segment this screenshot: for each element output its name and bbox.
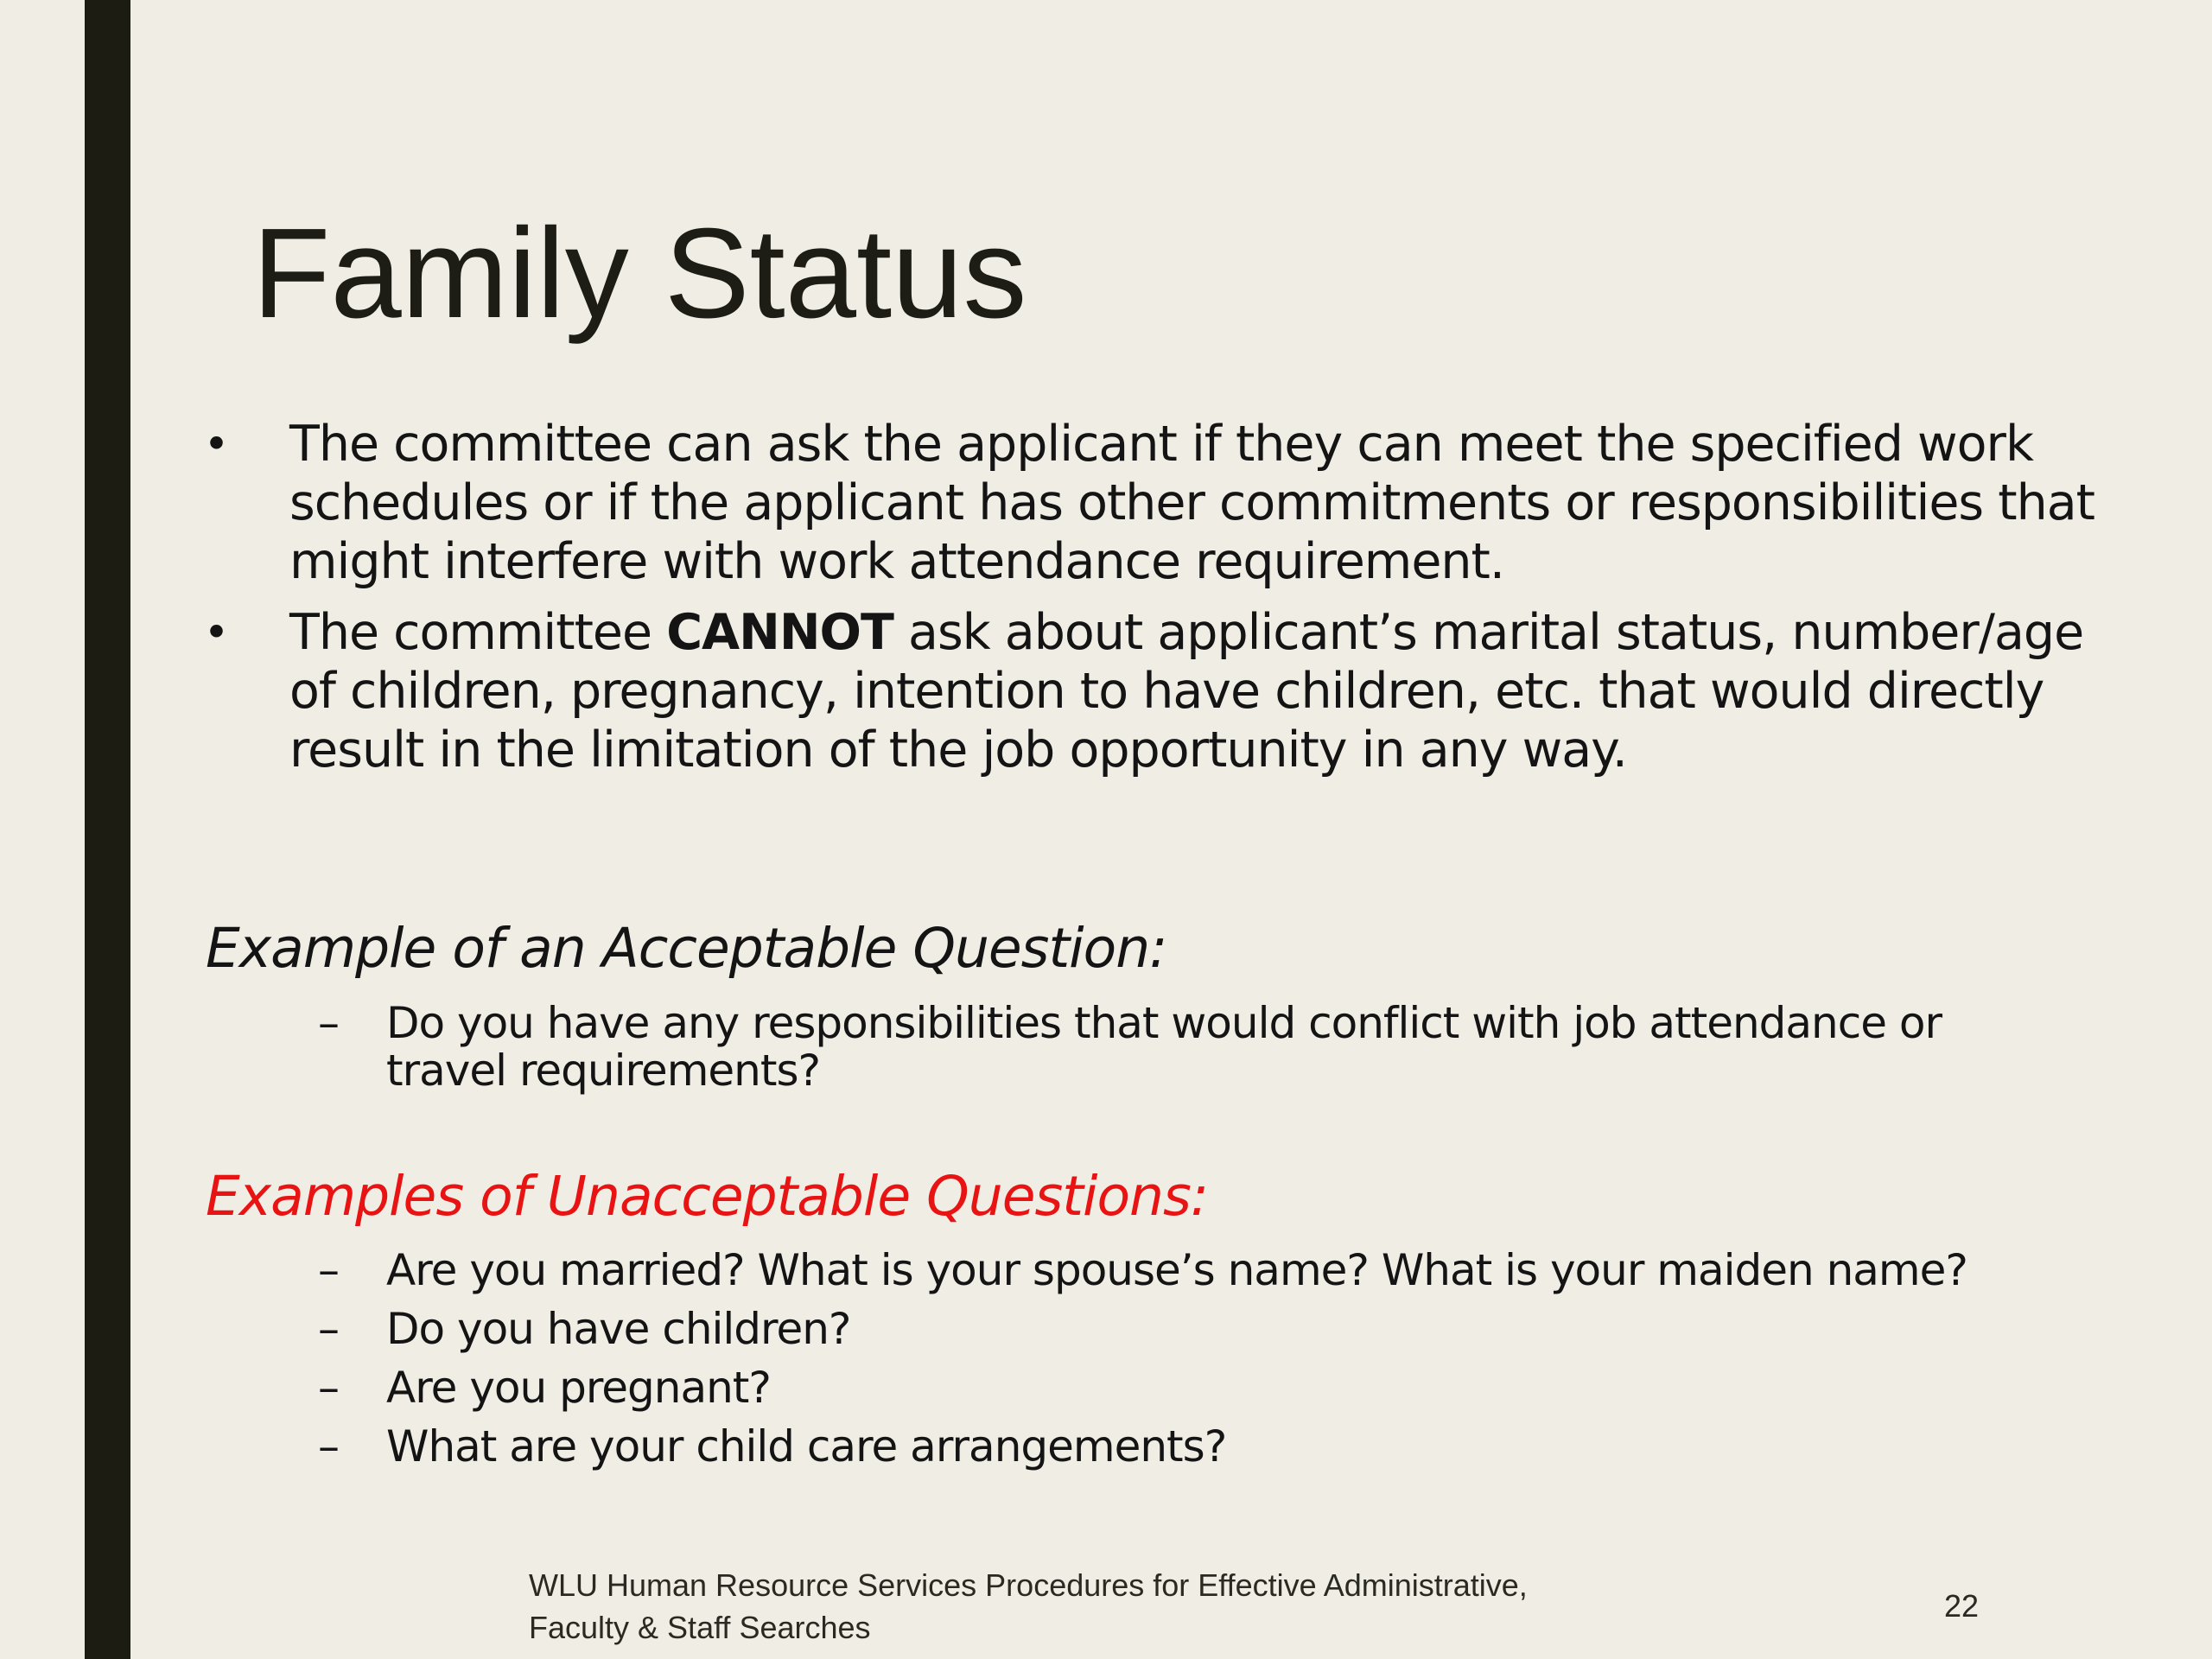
list-item — [311, 1000, 2022, 1095]
dash-icon: – — [318, 1421, 339, 1471]
acceptable-question-list — [311, 1000, 2022, 1106]
bullet-icon: • — [203, 607, 229, 658]
bullet-item-2 — [199, 603, 2117, 779]
footer-line-2: Faculty & Staff Searches — [529, 1610, 871, 1645]
dash-icon: – — [318, 998, 339, 1048]
unacceptable-question-list — [311, 1247, 2022, 1482]
list-item — [311, 1306, 2022, 1353]
list-item-text: Are you married? What is your spouse’s name? What is your maiden name? — [386, 1245, 1967, 1295]
bullet-text-after: ask about applicant’s marital status, number/age of children, pregnancy, intention to have children, etc. that would directly result in the limitation of the job opportunity in any way. — [289, 604, 2084, 779]
unacceptable-heading: Examples of Unacceptable Questions: — [206, 1165, 1209, 1228]
bullet-bold-text: CANNOT — [666, 604, 893, 661]
dash-icon: – — [318, 1304, 339, 1354]
list-item — [311, 1364, 2022, 1412]
bullet-text: The committee — [289, 604, 667, 661]
acceptable-heading: Example of an Acceptable Question: — [206, 917, 1167, 980]
list-item-text: Do you have any responsibilities that would conflict with job attendance or travel requirements? — [386, 998, 1942, 1096]
accent-bar — [85, 0, 130, 1659]
list-item — [311, 1247, 2022, 1294]
main-bullet-list — [199, 415, 2117, 791]
list-item — [311, 1423, 2022, 1471]
list-item-text: Do you have children? — [386, 1304, 851, 1354]
dash-icon: – — [318, 1363, 339, 1413]
list-item-text: Are you pregnant? — [386, 1363, 771, 1413]
page-number: 22 — [1944, 1588, 1980, 1624]
bullet-item-1 — [199, 415, 2117, 591]
list-item-text: What are your child care arrangements? — [386, 1421, 1227, 1471]
footer-line-1: WLU Human Resource Services Procedures for Effective Administrative, — [529, 1567, 1528, 1603]
slide-footer — [529, 1564, 1652, 1649]
bullet-text: The committee can ask the applicant if they can meet the specified work schedules or if the applicant has other commitments or responsibilities that might interfere with work attendance requirement. — [289, 416, 2094, 590]
bullet-icon: • — [203, 419, 229, 469]
slide-title: Family Status — [252, 202, 1027, 345]
dash-icon: – — [318, 1245, 339, 1295]
